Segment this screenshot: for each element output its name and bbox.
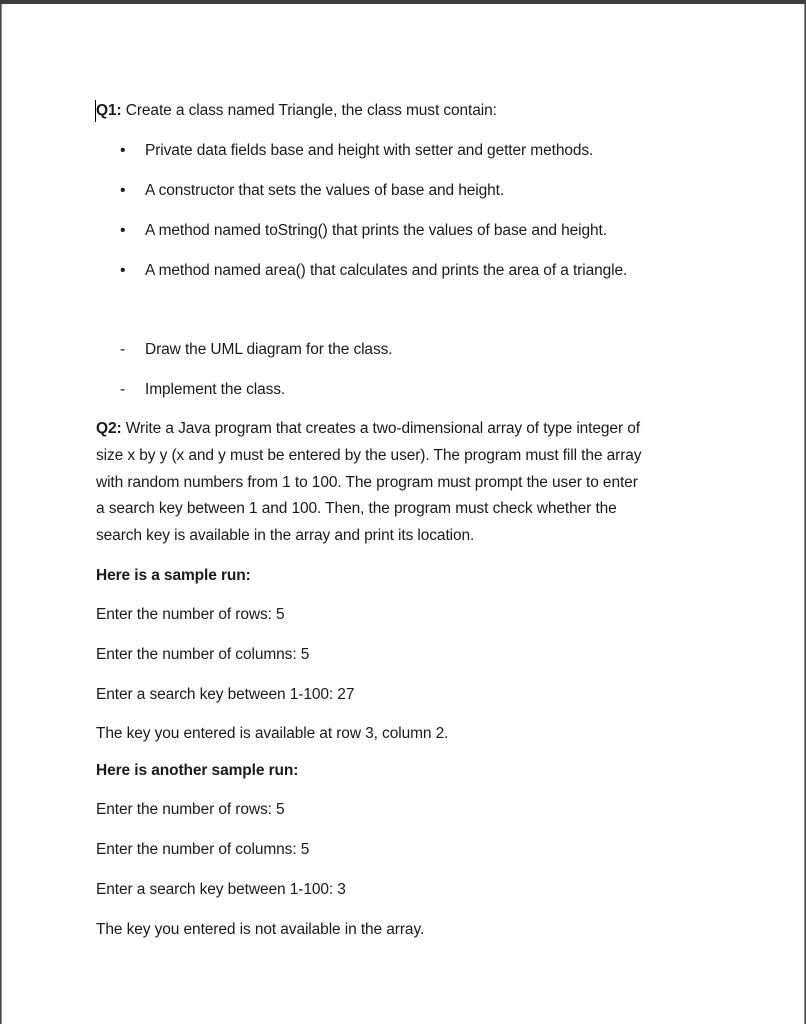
q2-line-1 xyxy=(96,419,640,439)
q2-line-3: with random numbers from 1 to 100. The program must prompt the user to enter xyxy=(96,474,638,491)
q1-bullet-text: Private data fields base and height with setter and getter methods. xyxy=(145,142,594,159)
q2-line-2: size x by y (x and y must be entered by the user). The program must fill the array xyxy=(96,447,642,464)
sample-run-line: The key you entered is available at row 3, column 2. xyxy=(96,725,449,742)
sample-run-line: Enter the number of rows: 5 xyxy=(96,801,285,818)
sample-run-line: Enter the number of columns: 5 xyxy=(96,646,310,663)
q1-heading xyxy=(96,101,497,121)
sample-run-heading: Here is a sample run: xyxy=(96,567,251,584)
bullet-icon: • xyxy=(120,182,126,199)
q1-text: Create a class named Triangle, the class must contain: xyxy=(121,102,497,119)
q2-text: Write a Java program that creates a two-dimensional array of type integer of xyxy=(121,420,640,437)
another-sample-run-heading: Here is another sample run: xyxy=(96,762,299,779)
sample-run-line: Enter a search key between 1-100: 27 xyxy=(96,686,355,703)
q1-task-text: Draw the UML diagram for the class. xyxy=(145,341,393,358)
document-page[interactable] xyxy=(1,4,805,1024)
q2-label: Q2: xyxy=(96,420,122,437)
q2-line-5: search key is available in the array and print its location. xyxy=(96,527,475,544)
q1-task-text: Implement the class. xyxy=(145,381,286,398)
q1-bullet-text: A method named toString() that prints the values of base and height. xyxy=(145,222,607,239)
q1-label: Q1: xyxy=(96,102,122,119)
q2-line-4: a search key between 1 and 100. Then, the program must check whether the xyxy=(96,500,617,517)
bullet-icon: • xyxy=(120,262,126,279)
bullet-icon: • xyxy=(120,222,126,239)
q1-bullet-text: A constructor that sets the values of base and height. xyxy=(145,182,505,199)
dash-marker: - xyxy=(120,381,126,398)
sample-run-line: Enter a search key between 1-100: 3 xyxy=(96,881,346,898)
q1-bullet-text: A method named area() that calculates and prints the area of a triangle. xyxy=(145,262,628,279)
bullet-icon: • xyxy=(120,142,126,159)
sample-run-line: Enter the number of columns: 5 xyxy=(96,841,310,858)
dash-marker: - xyxy=(120,341,126,358)
sample-run-line: Enter the number of rows: 5 xyxy=(96,606,285,623)
sample-run-line: The key you entered is not available in the array. xyxy=(96,921,425,938)
